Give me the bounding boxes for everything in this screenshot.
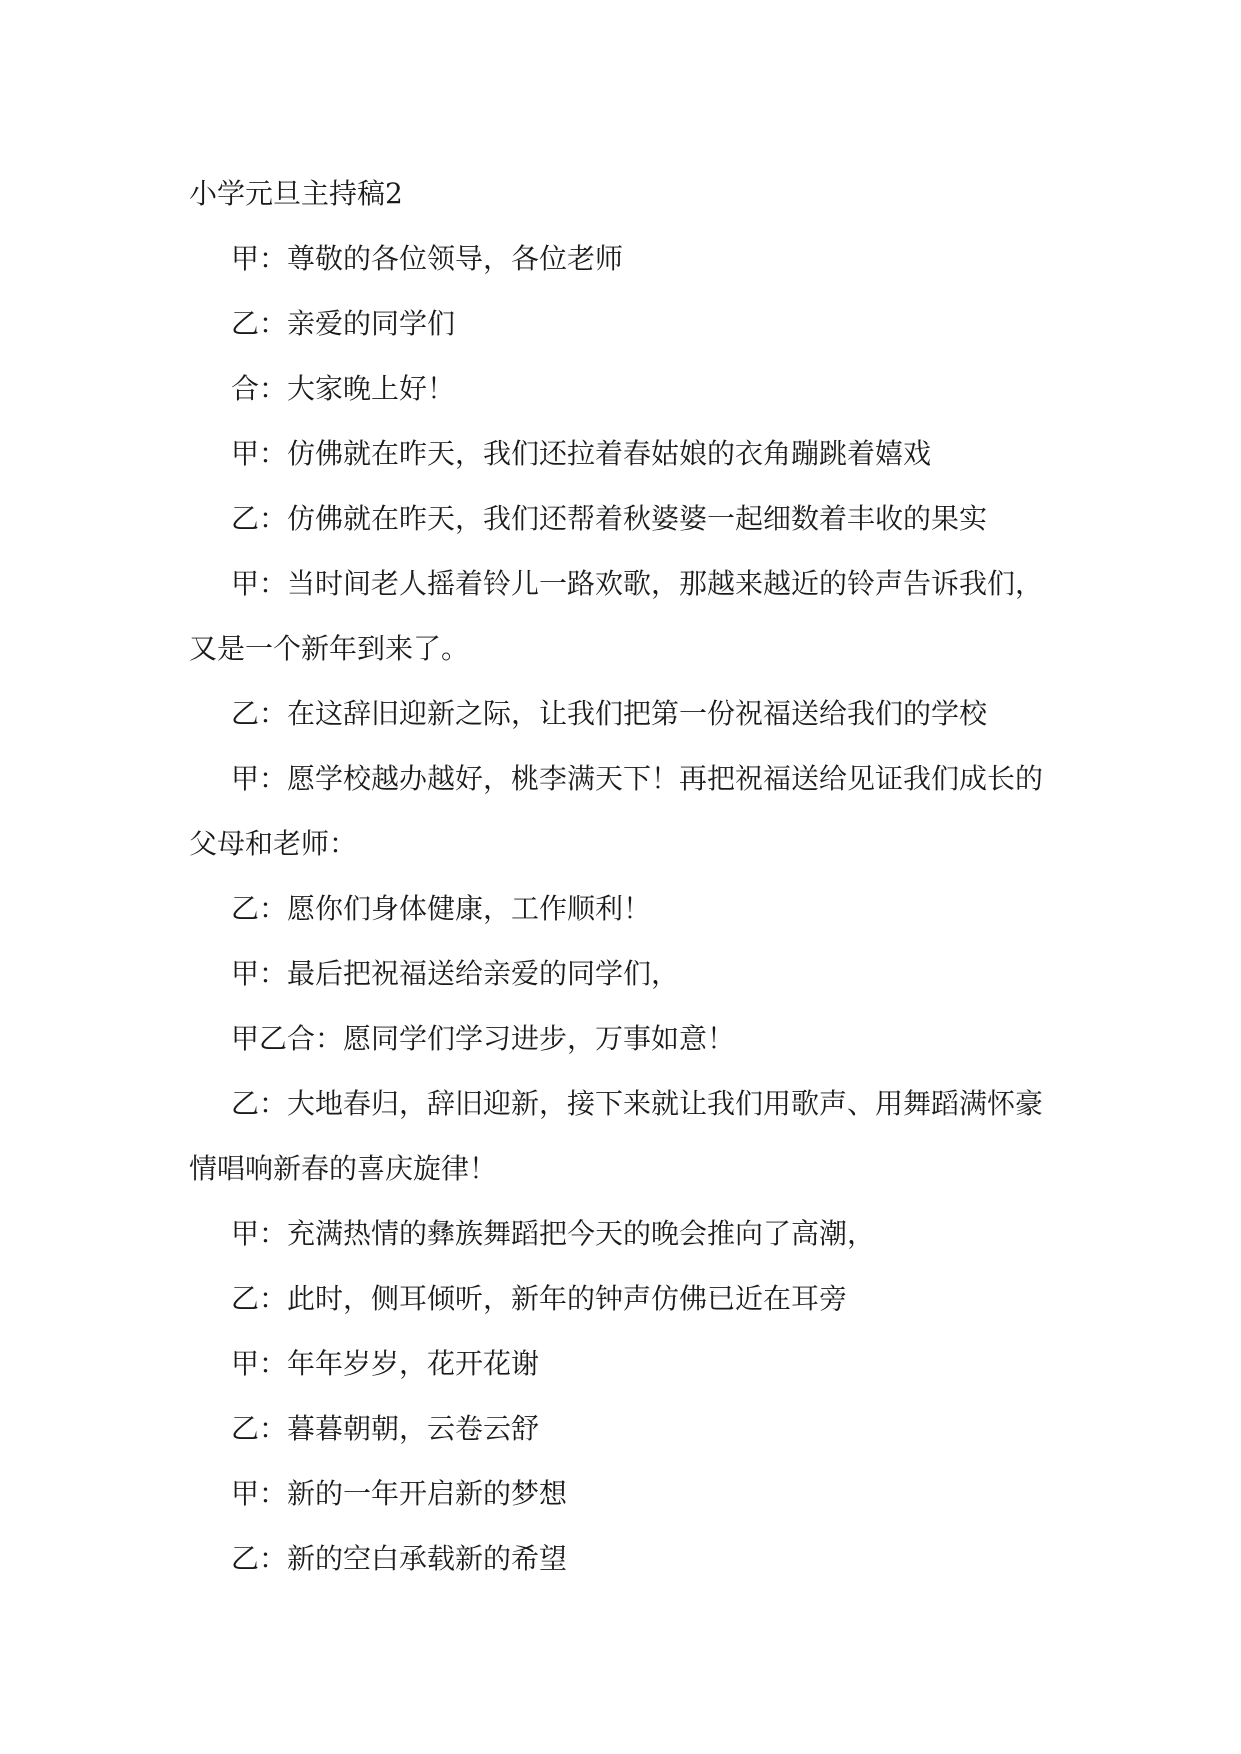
script-line [189,681,1059,746]
speaker-label: 乙 [231,1282,260,1315]
speaker-separator: ： [259,762,288,795]
speaker-label: 乙 [231,1412,260,1445]
speaker-separator: ： [315,1022,344,1055]
line-text: 大地春归，辞旧迎新，接下来就让我们用歌声、用舞蹈满怀豪情唱响新春的喜庆旋律！ [189,1087,1044,1185]
script-line [189,551,1059,681]
speaker-separator: ： [259,502,288,535]
speaker-separator: ： [259,697,288,730]
speaker-separator: ： [259,307,288,340]
line-text: 新的空白承载新的希望 [287,1542,568,1575]
speaker-label: 甲乙合 [231,1022,316,1055]
speaker-label: 甲 [231,762,260,795]
line-text: 当时间老人摇着铃儿一路欢歌，那越来越近的铃声告诉我们，又是一个新年到来了。 [189,567,1044,665]
line-text: 仿佛就在昨天，我们还帮着秋婆婆一起细数着丰收的果实 [287,502,988,535]
speaker-separator: ： [259,957,288,990]
script-line [189,226,1059,291]
speaker-separator: ： [259,1412,288,1445]
speaker-label: 乙 [231,892,260,925]
speaker-label: 乙 [231,1087,260,1120]
script-line [189,746,1059,876]
script-line [189,486,1059,551]
line-text: 愿你们身体健康，工作顺利！ [287,892,652,925]
speaker-separator: ： [259,242,288,275]
speaker-label: 合 [231,372,260,405]
script-line [189,1071,1059,1201]
speaker-separator: ： [259,372,288,405]
speaker-separator: ： [259,892,288,925]
script-line [189,941,1059,1006]
speaker-separator: ： [259,1542,288,1575]
script-line [189,1201,1059,1266]
speaker-label: 甲 [231,957,260,990]
speaker-label: 乙 [231,697,260,730]
speaker-separator: ： [259,1087,288,1120]
line-text: 年年岁岁，花开花谢 [287,1347,540,1380]
script-line [189,1396,1059,1461]
speaker-label: 乙 [231,1542,260,1575]
script-line [189,1526,1059,1591]
speaker-label: 乙 [231,307,260,340]
speaker-label: 甲 [231,567,260,600]
script-line [189,421,1059,486]
line-text: 暮暮朝朝，云卷云舒 [287,1412,540,1445]
speaker-separator: ： [259,1477,288,1510]
script-line [189,876,1059,941]
speaker-separator: ： [259,1282,288,1315]
line-text: 亲爱的同学们 [287,307,456,340]
line-text: 在这辞旧迎新之际，让我们把第一份祝福送给我们的学校 [287,697,988,730]
line-text: 愿同学们学习进步，万事如意！ [343,1022,736,1055]
line-text: 大家晚上好！ [287,372,456,405]
speaker-label: 甲 [231,242,260,275]
script-line [189,1006,1059,1071]
script-line [189,1266,1059,1331]
line-text: 此时，侧耳倾听，新年的钟声仿佛已近在耳旁 [287,1282,848,1315]
document-body [189,161,1059,1591]
script-line [189,1461,1059,1526]
speaker-label: 甲 [231,1347,260,1380]
speaker-label: 甲 [231,1477,260,1510]
line-text: 新的一年开启新的梦想 [287,1477,568,1510]
line-text: 愿学校越办越好，桃李满天下！再把祝福送给见证我们成长的父母和老师： [189,762,1044,860]
speaker-label: 甲 [231,437,260,470]
line-text: 充满热情的彝族舞蹈把今天的晚会推向了高潮， [287,1217,876,1250]
document-title: 小学元旦主持稿2 [189,177,403,210]
speaker-label: 甲 [231,1217,260,1250]
speaker-separator: ： [259,1217,288,1250]
speaker-separator: ： [259,567,288,600]
speaker-separator: ： [259,1347,288,1380]
line-text: 仿佛就在昨天，我们还拉着春姑娘的衣角蹦跳着嬉戏 [287,437,932,470]
speaker-separator: ： [259,437,288,470]
script-line [189,291,1059,356]
speaker-label: 乙 [231,502,260,535]
script-line [189,1331,1059,1396]
line-text: 尊敬的各位领导，各位老师 [287,242,624,275]
script-line [189,356,1059,421]
line-text: 最后把祝福送给亲爱的同学们， [287,957,680,990]
